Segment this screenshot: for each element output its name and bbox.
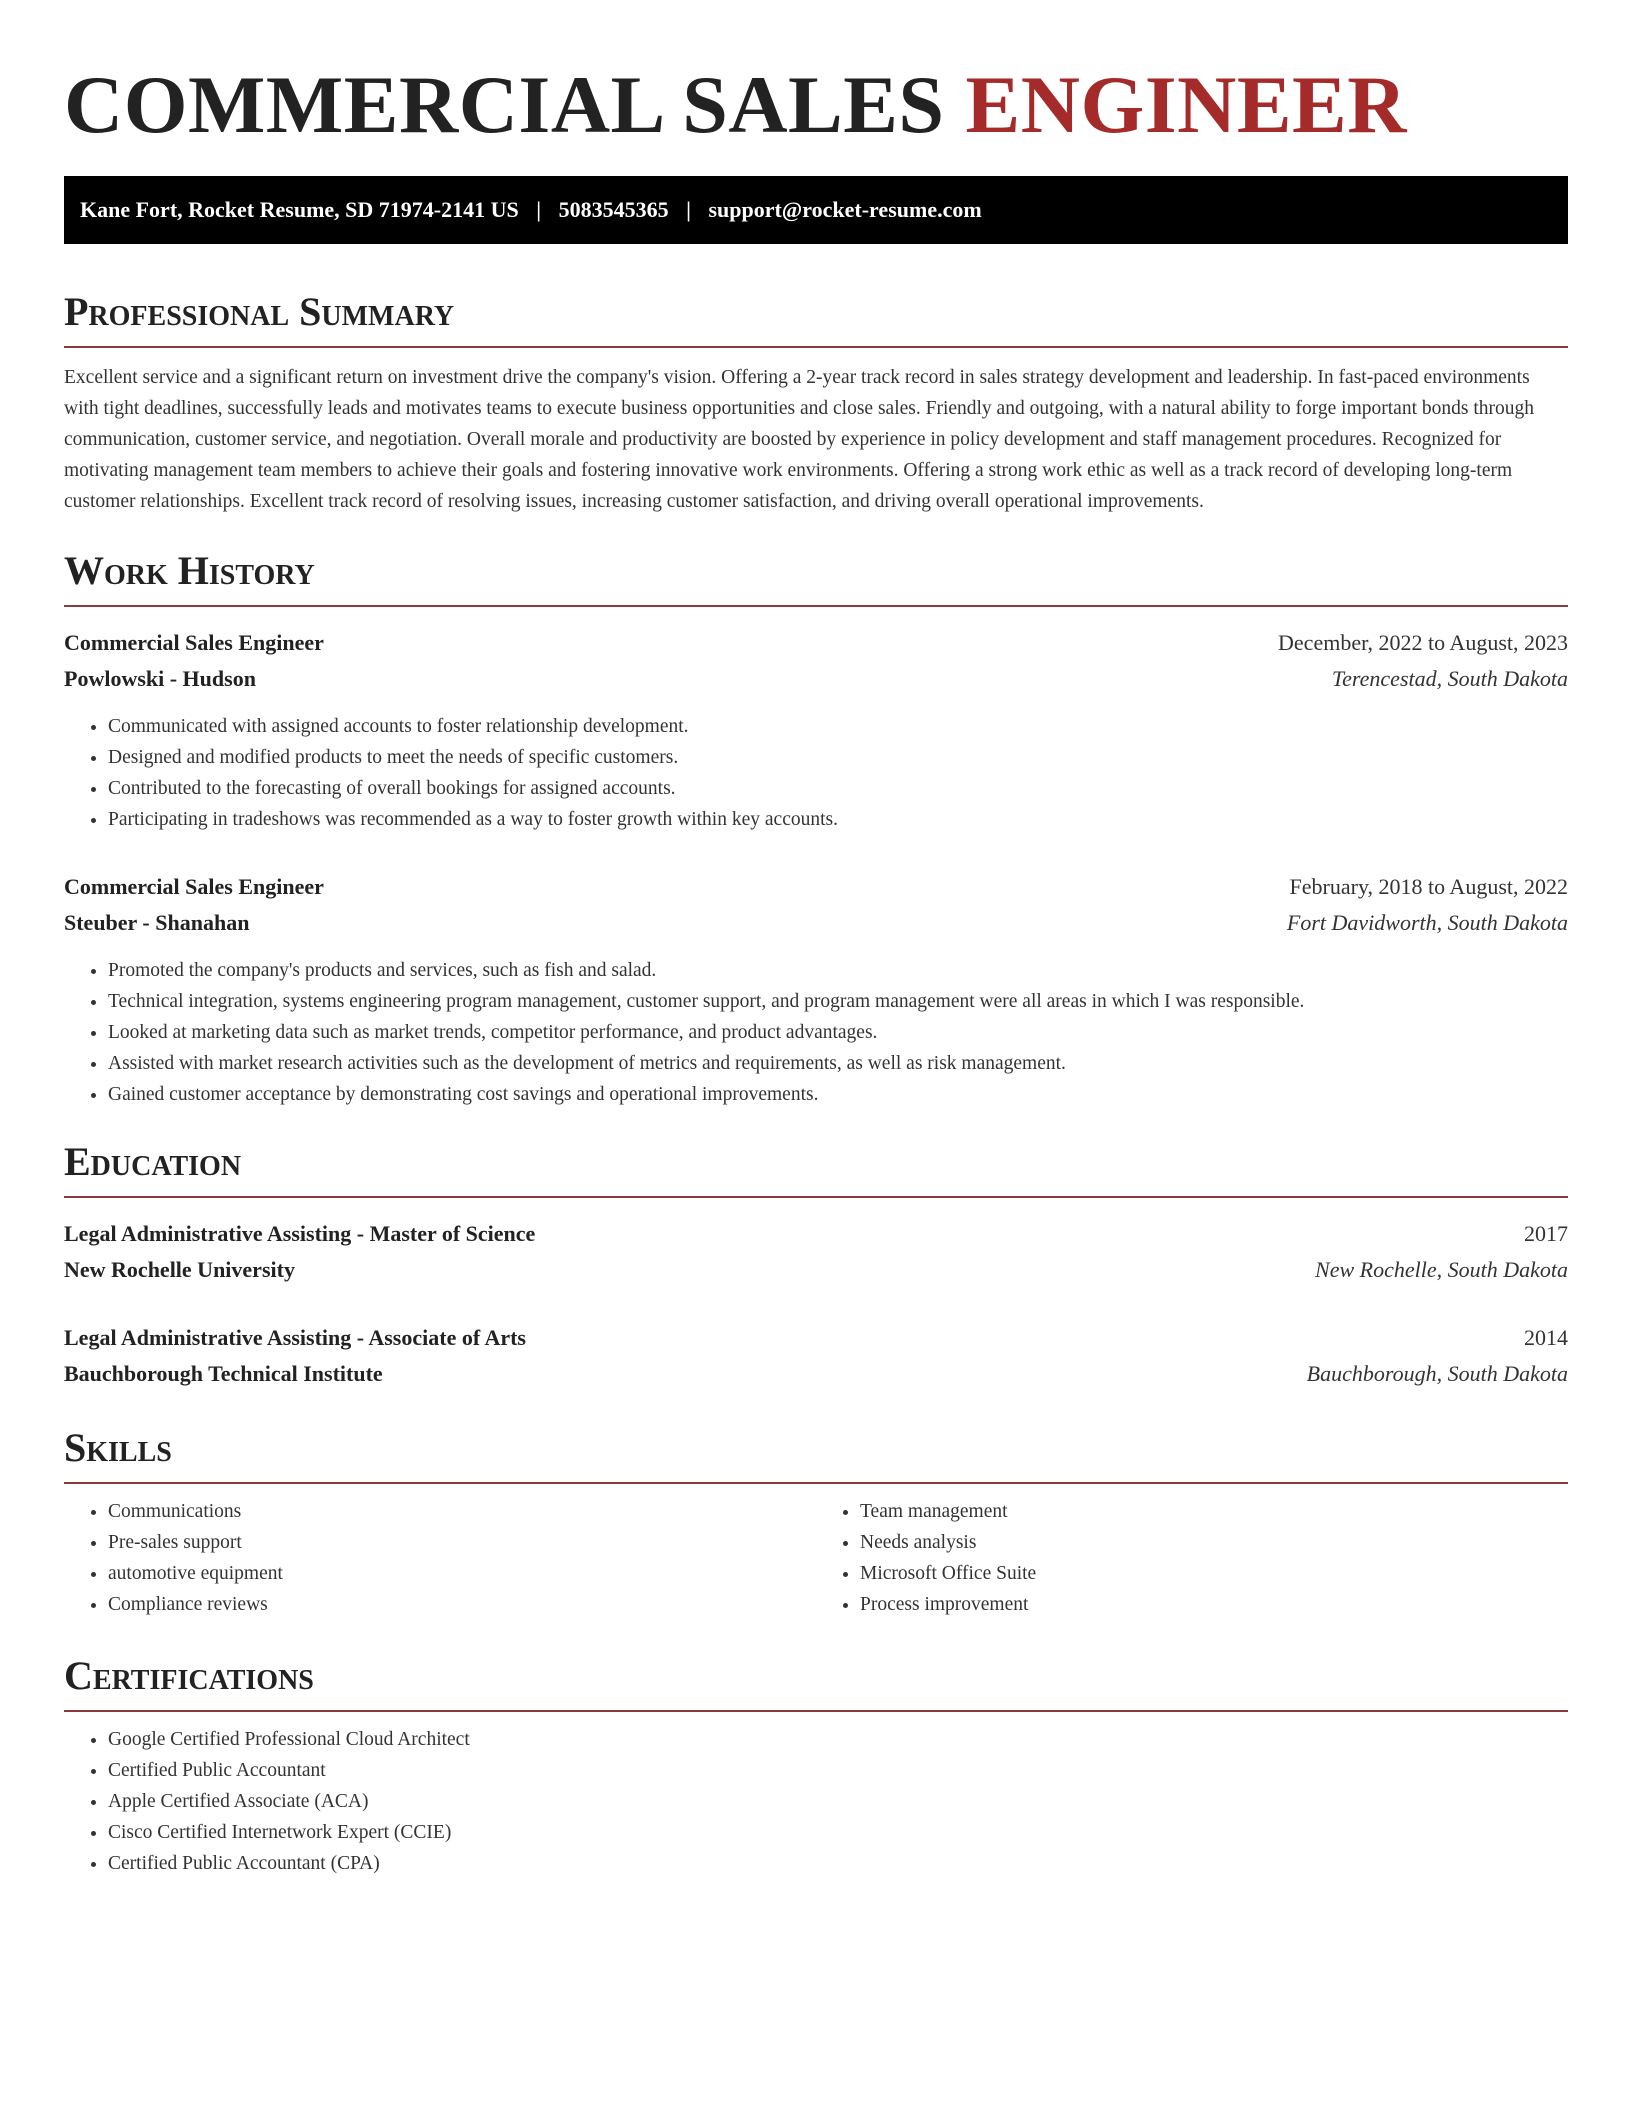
job-bullets [64,711,1568,835]
education-header-row [64,1216,1568,1252]
job-entry [64,625,1568,835]
skill-item: • automotive equipment [108,1558,816,1589]
education-heading: Education [64,1139,242,1184]
summary-text: Excellent service and a significant return on investment drive the company's vision. Offering a 2-year track record in sales strategy development and leadership. In fast-paced environments with tight deadlines, successfully leads and motivates teams to execute business opportunities and close sales. Friendly and outgoing, with a natural ability to forge important bonds through communication, customer service, and negotiation. Overall morale and productivity are boosted by experience in policy development and staff management procedures. Recognized for motivating management team members to achieve their goals and fostering innovative work environments. Offering a strong work ethic as well as a track record of developing long-term customer relationships. Excellent track record of resolving issues, increasing customer satisfaction, and driving overall operational improvements. [64,367,1534,512]
certification-item: • Cisco Certified Internetwork Expert (CCIE) [108,1817,1568,1848]
job-bullet: • Technical integration, systems engineering program management, customer support, and program management were all areas in which I was responsible. [108,986,1568,1017]
job-location: Terencestad, South Dakota [1331,666,1568,691]
resume-title [64,58,1568,152]
job-bullet: • Promoted the company's products and services, such as fish and salad. [108,955,1568,986]
section-divider [64,1196,1568,1198]
job-bullet: • Looked at marketing data such as market trends, competitor performance, and product advantages. [108,1017,1568,1048]
education-degree: Legal Administrative Assisting - Associate of Arts [64,1325,526,1350]
certification-item: • Certified Public Accountant [108,1755,1568,1786]
certifications-section [64,1652,1568,1879]
job-bullet: • Participating in tradeshows was recommended as a way to foster growth within key accounts. [108,804,1568,835]
skills-section [64,1424,1568,1620]
education-location: Bauchborough, South Dakota [1306,1361,1568,1386]
education-entry [64,1320,1568,1392]
job-header-row [64,625,1568,661]
section-divider [64,1710,1568,1712]
job-entry [64,869,1568,1110]
section-divider [64,1482,1568,1484]
contact-address: Kane Fort, Rocket Resume, SD 71974-2141 US [80,197,519,222]
contact-bar [64,176,1568,244]
job-bullet: • Communicated with assigned accounts to foster relationship development. [108,711,1568,742]
job-location: Fort Davidworth, South Dakota [1286,910,1568,935]
section-divider [64,346,1568,348]
section-divider [64,605,1568,607]
education-school-row [64,1252,1568,1288]
certification-item: • Apple Certified Associate (ACA) [108,1786,1568,1817]
job-bullet: • Gained customer acceptance by demonstrating cost savings and operational improvements. [108,1079,1568,1110]
skill-item: • Process improvement [860,1589,1568,1620]
education-entry [64,1216,1568,1288]
job-bullet: • Assisted with market research activities such as the development of metrics and requirements, as well as risk management. [108,1048,1568,1079]
contact-email: support@rocket-resume.com [708,197,982,222]
education-year: 2017 [1524,1221,1568,1246]
job-dates: February, 2018 to August, 2022 [1289,874,1568,899]
job-company: Powlowski - Hudson [64,666,256,691]
skill-item: • Microsoft Office Suite [860,1558,1568,1589]
title-accent: ENGINEER [965,59,1407,150]
job-company-row [64,905,1568,941]
education-header-row [64,1320,1568,1356]
skill-item: • Compliance reviews [108,1589,816,1620]
education-school: Bauchborough Technical Institute [64,1361,383,1386]
education-location: New Rochelle, South Dakota [1315,1257,1568,1282]
summary-heading: Professional Summary [64,289,455,334]
education-school: New Rochelle University [64,1257,295,1282]
certification-item: • Certified Public Accountant (CPA) [108,1848,1568,1879]
job-company-row [64,661,1568,697]
skill-item: • Team management [860,1496,1568,1527]
skills-heading: Skills [64,1425,172,1470]
work-history-heading: Work History [64,548,315,593]
work-history-section [64,547,1568,1110]
contact-phone: 5083545365 [558,197,669,222]
job-bullet: • Designed and modified products to meet the needs of specific customers. [108,742,1568,773]
contact-separator: | [686,197,691,222]
job-bullets [64,955,1568,1110]
education-year: 2014 [1524,1325,1568,1350]
education-school-row [64,1356,1568,1392]
skill-item: • Needs analysis [860,1527,1568,1558]
job-bullet: • Contributed to the forecasting of overall bookings for assigned accounts. [108,773,1568,804]
summary-section [64,288,1568,517]
skill-item: • Pre-sales support [108,1527,816,1558]
job-header-row [64,869,1568,905]
certifications-heading: Certifications [64,1653,314,1698]
title-main: COMMERCIAL SALES [64,59,945,150]
education-degree: Legal Administrative Assisting - Master of Science [64,1221,536,1246]
skills-list-left [64,1496,816,1620]
skill-item: • Communications [108,1496,816,1527]
job-title: Commercial Sales Engineer [64,630,324,655]
education-section [64,1138,1568,1392]
certification-item: • Google Certified Professional Cloud Architect [108,1724,1568,1755]
job-company: Steuber - Shanahan [64,910,250,935]
job-dates: December, 2022 to August, 2023 [1278,630,1568,655]
certifications-list [64,1724,1568,1879]
contact-separator: | [536,197,542,222]
skills-columns [64,1496,1568,1620]
job-title: Commercial Sales Engineer [64,874,324,899]
skills-list-right [816,1496,1568,1620]
